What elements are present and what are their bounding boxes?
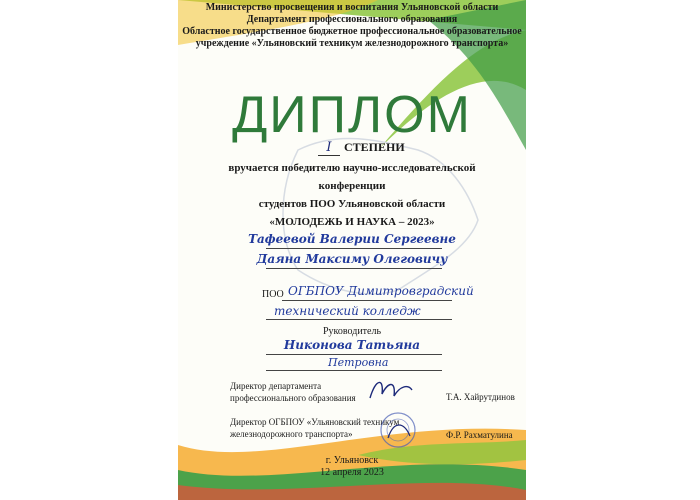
degree-line [318,140,405,156]
award-line-3: студентов ПОО Ульяновской области [258,198,446,210]
supervisor-line-1: Никонова Татьяна [283,338,421,352]
signature-2-title-line-2: железнодорожного транспорта» [230,429,353,439]
recipient-rule-1 [266,248,442,249]
place: г. Ульяновск [325,455,379,466]
supervisor-rule-2 [266,370,442,371]
signature-1-title-line-2: профессионального образования [230,393,356,403]
signature-2-name: Ф.Р. Рахматулина [446,430,513,440]
recipient-rule-2 [266,268,442,269]
supervisor-line-2: Петровна [328,356,389,369]
signature-1-title-line-1: Директор департамента [230,381,322,391]
conference-name: «МОЛОДЕЖЬ И НАУКА – 2023» [269,216,435,228]
header-line-1: Министерство просвещения и воспитания Ульяновской области [205,2,499,13]
signature-1-name: Т.А. Хайрутдинов [446,392,515,402]
signature-2-title-line-1: Директор ОГБПОУ «Ульяновский техникум [230,417,400,427]
award-line-2: конференции [318,180,386,192]
institution-line-1: ОГБПОУ Димитровградский [288,284,474,298]
institution-line-2: технический колледж [274,304,421,318]
institution-rule-1 [282,300,452,301]
institution-rule-2 [266,319,452,320]
degree-number: I [318,140,340,156]
header-line-3: Областное государственное бюджетное профессиональное образовательное [182,26,522,37]
date: 12 апреля 2023 [320,467,384,478]
institution-prefix: ПОО [262,289,284,300]
official-seal [374,410,424,450]
recipient-line-2: Даяна Максиму Олеговичу [256,252,448,266]
signature-1-handwritten [366,376,416,406]
header-line-2: Департамент профессионального образования [246,14,458,25]
diploma-title: ДИПЛОМ [232,86,472,144]
supervisor-rule-1 [266,354,442,355]
degree-label: СТЕПЕНИ [344,140,405,154]
award-line-1: вручается победителю научно-исследовательской [228,162,476,174]
diploma-sheet [178,0,526,500]
header-line-4: учреждение «Ульяновский техникум железнодорожного транспорта» [195,38,509,49]
recipient-line-1: Тафеевой Валерии Сергеевне [248,232,456,246]
supervisor-label: Руководитель [322,326,382,337]
